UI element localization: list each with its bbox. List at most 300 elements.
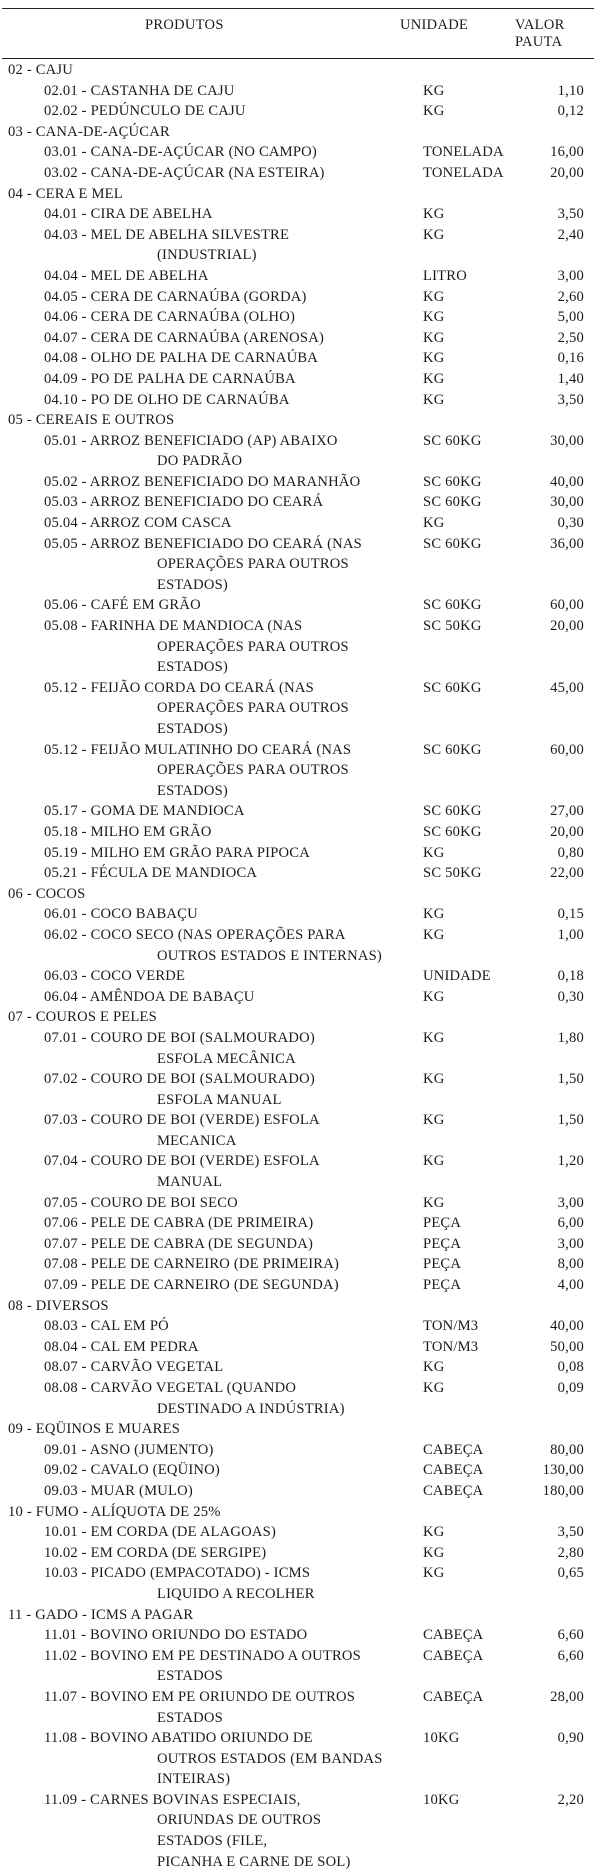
unit-cell: CABEÇA bbox=[423, 1647, 484, 1664]
value-cell: 22,00 bbox=[550, 865, 584, 882]
product-code-and-name: 11.09 - CARNES BOVINAS ESPECIAIS, bbox=[44, 1791, 301, 1808]
value-cell: 0,90 bbox=[557, 1730, 584, 1747]
value-cell: 16,00 bbox=[550, 144, 584, 161]
product-code-and-name: 07.05 - COURO DE BOI SECO bbox=[44, 1194, 238, 1211]
product-description bbox=[0, 1460, 385, 1481]
unit-cell: PEÇA bbox=[423, 1235, 462, 1252]
product-code-and-name: 07.02 - COURO DE BOI (SALMOURADO) bbox=[44, 1071, 315, 1088]
top-rule bbox=[2, 8, 594, 9]
product-code-and-name: 08.03 - CAL EM PÓ bbox=[44, 1318, 169, 1335]
header-valor: VALOR bbox=[515, 17, 565, 33]
product-code-and-name: 07.01 - COURO DE BOI (SALMOURADO) bbox=[44, 1029, 315, 1046]
product-description bbox=[0, 1069, 385, 1110]
unit-cell: KG bbox=[423, 329, 445, 346]
table-row bbox=[0, 328, 600, 349]
category-row: 10 - FUMO - ALÍQUOTA DE 25% bbox=[8, 1503, 221, 1520]
table-row bbox=[0, 1481, 600, 1502]
product-code-and-name: 06.03 - COCO VERDE bbox=[44, 968, 186, 985]
value-cell: 3,00 bbox=[557, 267, 584, 284]
unit-cell: SC 60KG bbox=[423, 741, 482, 758]
product-code-and-name: 05.19 - MILHO EM GRÃO PARA PIPOCA bbox=[44, 844, 310, 861]
table-row bbox=[0, 595, 600, 616]
unit-cell: SC 60KG bbox=[423, 432, 482, 449]
product-description bbox=[0, 492, 385, 513]
value-cell: 1,80 bbox=[557, 1029, 584, 1046]
category-row: 08 - DIVERSOS bbox=[8, 1297, 109, 1314]
category-row: 07 - COUROS E PELES bbox=[8, 1009, 157, 1026]
table-row bbox=[0, 1028, 600, 1069]
product-description bbox=[0, 513, 385, 534]
product-name-continuation: OUTROS ESTADOS (EM BANDAS bbox=[157, 1750, 383, 1767]
product-description bbox=[0, 1687, 385, 1728]
table-row bbox=[0, 1234, 600, 1255]
value-cell: 8,00 bbox=[557, 1256, 584, 1273]
category-row: 03 - CANA-DE-AÇÚCAR bbox=[8, 123, 170, 140]
product-code-and-name: 04.10 - PO DE OLHO DE CARNAÚBA bbox=[44, 391, 290, 408]
product-name-continuation: OPERAÇÕES PARA OUTROS ESTADOS) bbox=[157, 638, 349, 676]
table-row bbox=[0, 1193, 600, 1214]
product-name-continuation: OPERAÇÕES PARA OUTROS ESTADOS) bbox=[157, 762, 349, 799]
product-name-continuation: MANUAL bbox=[157, 1174, 223, 1191]
product-description bbox=[0, 1337, 385, 1358]
unit-cell: 10KG bbox=[423, 1791, 460, 1808]
value-cell: 0,18 bbox=[557, 968, 584, 985]
product-name-continuation: DO PADRÃO bbox=[157, 453, 243, 470]
product-code-and-name: 04.09 - PO DE PALHA DE CARNAÚBA bbox=[44, 370, 296, 387]
product-description bbox=[0, 1646, 385, 1687]
product-code-and-name: 08.07 - CARVÃO VEGETAL bbox=[44, 1359, 224, 1376]
product-code-and-name: 07.09 - PELE DE CARNEIRO (DE SEGUNDA) bbox=[44, 1277, 339, 1294]
unit-cell: KG bbox=[423, 288, 445, 305]
table-row bbox=[0, 1110, 600, 1151]
value-cell: 1,10 bbox=[557, 82, 584, 99]
table-row bbox=[0, 101, 600, 122]
table-row bbox=[0, 204, 600, 225]
unit-cell: KG bbox=[423, 515, 445, 532]
table-row bbox=[0, 740, 600, 802]
product-name-continuation: ORIUNDAS DE OUTROS ESTADOS (FILE, bbox=[157, 1812, 322, 1850]
product-code-and-name: 09.01 - ASNO (JUMENTO) bbox=[44, 1441, 214, 1458]
unit-cell: KG bbox=[423, 1153, 445, 1170]
product-code-and-name: 03.01 - CANA-DE-AÇÚCAR (NO CAMPO) bbox=[44, 144, 317, 161]
product-description bbox=[0, 904, 385, 925]
unit-cell: SC 50KG bbox=[423, 618, 482, 635]
product-code-and-name: 07.07 - PELE DE CABRA (DE SEGUNDA) bbox=[44, 1235, 314, 1252]
value-cell: 3,50 bbox=[557, 1524, 584, 1541]
table-row bbox=[0, 1543, 600, 1564]
value-cell: 1,00 bbox=[557, 926, 584, 943]
product-description bbox=[0, 1563, 385, 1604]
table-row bbox=[0, 513, 600, 534]
table-row bbox=[0, 472, 600, 493]
unit-cell: CABEÇA bbox=[423, 1441, 484, 1458]
unit-cell: SC 60KG bbox=[423, 679, 482, 696]
product-description bbox=[0, 1543, 385, 1564]
product-description bbox=[0, 1357, 385, 1378]
product-name-continuation: OPERAÇÕES PARA OUTROS ESTADOS) bbox=[157, 700, 349, 737]
product-description bbox=[0, 925, 385, 966]
value-cell: 0,80 bbox=[557, 844, 584, 861]
product-code-and-name: 04.08 - OLHO DE PALHA DE CARNAÚBA bbox=[44, 350, 319, 367]
product-code-and-name: 07.08 - PELE DE CARNEIRO (DE PRIMEIRA) bbox=[44, 1256, 339, 1273]
value-cell: 0,08 bbox=[557, 1359, 584, 1376]
product-code-and-name: 05.17 - GOMA DE MANDIOCA bbox=[44, 803, 245, 820]
table-header bbox=[0, 17, 600, 57]
table-row bbox=[0, 1378, 600, 1419]
table-row bbox=[0, 431, 600, 472]
unit-cell: KG bbox=[423, 1565, 445, 1582]
product-name-continuation: ESFOLA MANUAL bbox=[157, 1091, 282, 1108]
product-code-and-name: 02.01 - CASTANHA DE CAJU bbox=[44, 82, 235, 99]
table-row bbox=[0, 966, 600, 987]
value-cell: 0,09 bbox=[557, 1380, 584, 1396]
product-code-and-name: 07.06 - PELE DE CABRA (DE PRIMEIRA) bbox=[44, 1215, 314, 1232]
unit-cell: TONELADA bbox=[423, 144, 504, 161]
product-description bbox=[0, 1234, 385, 1255]
unit-cell: KG bbox=[423, 1544, 445, 1561]
product-code-and-name: 05.04 - ARROZ COM CASCA bbox=[44, 515, 232, 532]
value-cell: 20,00 bbox=[550, 618, 584, 635]
value-cell: 6,60 bbox=[557, 1647, 584, 1664]
product-code-and-name: 11.08 - BOVINO ABATIDO ORIUNDO DE bbox=[44, 1730, 313, 1747]
product-code-and-name: 05.02 - ARROZ BENEFICIADO DO MARANHÃO bbox=[44, 473, 361, 490]
unit-cell: CABEÇA bbox=[423, 1627, 484, 1644]
value-cell: 20,00 bbox=[550, 164, 584, 181]
table-row bbox=[0, 1625, 600, 1646]
product-code-and-name: 04.07 - CERA DE CARNAÚBA (ARENOSA) bbox=[44, 329, 325, 346]
value-cell: 36,00 bbox=[550, 535, 584, 552]
product-code-and-name: 10.02 - EM CORDA (DE SERGIPE) bbox=[44, 1544, 267, 1561]
value-cell: 27,00 bbox=[550, 803, 584, 820]
product-code-and-name: 06.01 - COCO BABAÇU bbox=[44, 906, 198, 923]
value-cell: 28,00 bbox=[550, 1688, 584, 1705]
value-cell: 60,00 bbox=[550, 741, 584, 758]
value-cell: 0,65 bbox=[557, 1565, 584, 1582]
table-row bbox=[0, 616, 600, 678]
value-cell: 3,50 bbox=[557, 391, 584, 408]
product-code-and-name: 04.01 - CIRA DE ABELHA bbox=[44, 206, 213, 223]
product-description bbox=[0, 616, 385, 678]
header-produtos: PRODUTOS bbox=[145, 17, 224, 33]
product-description bbox=[0, 1790, 385, 1872]
product-code-and-name: 04.06 - CERA DE CARNAÚBA (OLHO) bbox=[44, 309, 296, 326]
table-row bbox=[0, 369, 600, 390]
table-row bbox=[0, 307, 600, 328]
product-name-continuation: OUTROS ESTADOS E INTERNAS) bbox=[157, 947, 382, 964]
table-row bbox=[0, 1275, 600, 1296]
value-cell: 40,00 bbox=[550, 473, 584, 490]
value-cell: 6,00 bbox=[557, 1215, 584, 1232]
unit-cell: KG bbox=[423, 370, 445, 387]
product-description bbox=[0, 266, 385, 287]
unit-cell: KG bbox=[423, 391, 445, 408]
unit-cell: KG bbox=[423, 1359, 445, 1376]
product-description bbox=[0, 1213, 385, 1234]
product-description bbox=[0, 678, 385, 740]
header-valor-pauta bbox=[515, 17, 575, 51]
product-description bbox=[0, 328, 385, 349]
table-row bbox=[0, 142, 600, 163]
unit-cell: KG bbox=[423, 1029, 445, 1046]
product-code-and-name: 05.18 - MILHO EM GRÃO bbox=[44, 823, 212, 840]
product-code-and-name: 10.03 - PICADO (EMPACOTADO) - ICMS bbox=[44, 1565, 311, 1582]
table-row bbox=[0, 1254, 600, 1275]
product-description bbox=[0, 534, 385, 596]
product-code-and-name: 05.06 - CAFÉ EM GRÃO bbox=[44, 597, 201, 614]
value-cell: 1,40 bbox=[557, 370, 584, 387]
unit-cell: SC 50KG bbox=[423, 865, 482, 882]
table-row bbox=[0, 1563, 600, 1604]
table-row bbox=[0, 822, 600, 843]
product-description bbox=[0, 1254, 385, 1275]
unit-cell: SC 60KG bbox=[423, 494, 482, 511]
value-cell: 3,50 bbox=[557, 206, 584, 223]
unit-cell: TON/M3 bbox=[423, 1338, 479, 1355]
product-description bbox=[0, 1728, 385, 1790]
table-row bbox=[0, 1790, 600, 1872]
table-row bbox=[0, 1440, 600, 1461]
product-code-and-name: 04.05 - CERA DE CARNAÚBA (GORDA) bbox=[44, 288, 307, 305]
product-code-and-name: 11.01 - BOVINO ORIUNDO DO ESTADO bbox=[44, 1627, 308, 1644]
product-description bbox=[0, 1522, 385, 1543]
product-description bbox=[0, 225, 385, 266]
value-cell: 3,00 bbox=[557, 1235, 584, 1252]
value-cell: 30,00 bbox=[550, 494, 584, 511]
table-row bbox=[0, 1069, 600, 1110]
product-name-continuation: ESFOLA MECÂNICA bbox=[157, 1050, 296, 1067]
unit-cell: CABEÇA bbox=[423, 1482, 484, 1499]
product-description bbox=[0, 1481, 385, 1502]
unit-cell: SC 60KG bbox=[423, 823, 482, 840]
product-description bbox=[0, 1316, 385, 1337]
unit-cell: KG bbox=[423, 906, 445, 923]
product-description bbox=[0, 101, 385, 122]
table-row bbox=[0, 1460, 600, 1481]
table-row bbox=[0, 266, 600, 287]
unit-cell: KG bbox=[423, 1112, 445, 1129]
unit-cell: KG bbox=[423, 1524, 445, 1541]
unit-cell: SC 60KG bbox=[423, 473, 482, 490]
header-rule bbox=[2, 58, 594, 59]
unit-cell: KG bbox=[423, 103, 445, 120]
table-row bbox=[0, 348, 600, 369]
table-row bbox=[0, 678, 600, 740]
value-cell: 6,60 bbox=[557, 1627, 584, 1644]
product-code-and-name: 09.02 - CAVALO (EQÜINO) bbox=[44, 1462, 220, 1479]
category-row: 02 - CAJU bbox=[8, 62, 74, 78]
value-cell: 130,00 bbox=[542, 1462, 584, 1479]
value-cell: 2,50 bbox=[557, 329, 584, 346]
table-row bbox=[0, 492, 600, 513]
table-row bbox=[0, 1357, 600, 1378]
unit-cell: KG bbox=[423, 82, 445, 99]
product-code-and-name: 05.21 - FÉCULA DE MANDIOCA bbox=[44, 865, 258, 882]
product-name-continuation: ESTADOS bbox=[157, 1668, 223, 1685]
product-description bbox=[0, 287, 385, 308]
product-code-and-name: 07.04 - COURO DE BOI (VERDE) ESFOLA bbox=[44, 1153, 320, 1170]
product-description bbox=[0, 822, 385, 843]
unit-cell: KG bbox=[423, 926, 445, 943]
product-name-continuation: MECANICA bbox=[157, 1132, 237, 1149]
table-row bbox=[0, 843, 600, 864]
table-row bbox=[0, 1337, 600, 1358]
value-cell: 60,00 bbox=[550, 597, 584, 614]
product-description bbox=[0, 204, 385, 225]
product-description bbox=[0, 307, 385, 328]
product-description bbox=[0, 1440, 385, 1461]
product-description bbox=[0, 863, 385, 884]
value-cell: 2,40 bbox=[557, 226, 584, 243]
unit-cell: KG bbox=[423, 226, 445, 243]
product-description bbox=[0, 1378, 385, 1419]
value-cell: 80,00 bbox=[550, 1441, 584, 1458]
header-unidade: UNIDADE bbox=[400, 17, 469, 33]
product-name-continuation: INTEIRAS) bbox=[157, 1771, 231, 1788]
unit-cell: TONELADA bbox=[423, 164, 504, 181]
product-description bbox=[0, 1151, 385, 1192]
product-name-continuation: (INDUSTRIAL) bbox=[157, 247, 257, 264]
table-row bbox=[0, 390, 600, 411]
unit-cell: SC 60KG bbox=[423, 597, 482, 614]
product-code-and-name: 11.02 - BOVINO EM PE DESTINADO A OUTROS bbox=[44, 1647, 361, 1664]
unit-cell: SC 60KG bbox=[423, 535, 482, 552]
unit-cell: PEÇA bbox=[423, 1215, 462, 1232]
product-code-and-name: 10.01 - EM CORDA (DE ALAGOAS) bbox=[44, 1524, 277, 1541]
product-code-and-name: 11.07 - BOVINO EM PE ORIUNDO DE OUTROS bbox=[44, 1688, 356, 1705]
value-cell: 0,12 bbox=[557, 103, 584, 120]
unit-cell: KG bbox=[423, 1071, 445, 1088]
unit-cell: KG bbox=[423, 1380, 445, 1396]
product-code-and-name: 09.03 - MUAR (MULO) bbox=[44, 1482, 193, 1499]
value-cell: 45,00 bbox=[550, 679, 584, 696]
unit-cell: KG bbox=[423, 844, 445, 861]
product-name-continuation: PICANHA E CARNE DE SOL) bbox=[157, 1853, 351, 1870]
product-description bbox=[0, 81, 385, 102]
product-code-and-name: 05.03 - ARROZ BENEFICIADO DO CEARÁ bbox=[44, 494, 324, 511]
value-cell: 30,00 bbox=[550, 432, 584, 449]
unit-cell: TON/M3 bbox=[423, 1318, 479, 1335]
value-cell: 1,20 bbox=[557, 1153, 584, 1170]
value-cell: 3,00 bbox=[557, 1194, 584, 1211]
value-cell: 0,30 bbox=[557, 988, 584, 1005]
product-code-and-name: 04.04 - MEL DE ABELHA bbox=[44, 267, 209, 284]
value-cell: 180,00 bbox=[542, 1482, 584, 1499]
product-description bbox=[0, 142, 385, 163]
unit-cell: PEÇA bbox=[423, 1256, 462, 1273]
unit-cell: CABEÇA bbox=[423, 1462, 484, 1479]
category-row: 09 - EQÜINOS E MUARES bbox=[8, 1421, 181, 1438]
unit-cell: PEÇA bbox=[423, 1277, 462, 1294]
product-description bbox=[0, 431, 385, 472]
product-description bbox=[0, 843, 385, 864]
product-description bbox=[0, 1193, 385, 1214]
unit-cell: KG bbox=[423, 206, 445, 223]
table-row bbox=[0, 1646, 600, 1687]
product-description bbox=[0, 801, 385, 822]
table-row bbox=[0, 1522, 600, 1543]
value-cell: 0,30 bbox=[557, 515, 584, 532]
product-description bbox=[0, 348, 385, 369]
unit-cell: KG bbox=[423, 309, 445, 326]
table-row bbox=[0, 1316, 600, 1337]
product-code-and-name: 03.02 - CANA-DE-AÇÚCAR (NA ESTEIRA) bbox=[44, 164, 325, 181]
table-row bbox=[0, 287, 600, 308]
product-name-continuation: OPERAÇÕES PARA OUTROS ESTADOS) bbox=[157, 556, 349, 593]
header-pauta: PAUTA bbox=[515, 34, 563, 50]
product-description bbox=[0, 163, 385, 184]
product-description bbox=[0, 595, 385, 616]
value-cell: 50,00 bbox=[550, 1338, 584, 1355]
value-cell: 0,16 bbox=[557, 350, 584, 367]
product-code-and-name: 08.04 - CAL EM PEDRA bbox=[44, 1338, 199, 1355]
product-name-continuation: DESTINADO A INDÚSTRIA) bbox=[157, 1400, 345, 1417]
table-row bbox=[0, 987, 600, 1008]
product-description bbox=[0, 987, 385, 1008]
unit-cell: UNIDADE bbox=[423, 968, 491, 985]
table-row bbox=[0, 1728, 600, 1790]
value-cell: 5,00 bbox=[557, 309, 584, 326]
table-row bbox=[0, 863, 600, 884]
unit-cell: CABEÇA bbox=[423, 1688, 484, 1705]
unit-cell: KG bbox=[423, 1194, 445, 1211]
table-row bbox=[0, 925, 600, 966]
product-code-and-name: 06.02 - COCO SECO (NAS OPERAÇÕES PARA bbox=[44, 926, 346, 943]
product-code-and-name: 07.03 - COURO DE BOI (VERDE) ESFOLA bbox=[44, 1112, 320, 1129]
product-description bbox=[0, 966, 385, 987]
product-code-and-name: 06.04 - AMÊNDOA DE BABAÇU bbox=[44, 988, 255, 1005]
value-cell: 0,15 bbox=[557, 906, 584, 923]
unit-cell: LITRO bbox=[423, 267, 467, 284]
table-row bbox=[0, 81, 600, 102]
unit-cell: KG bbox=[423, 988, 445, 1005]
value-cell: 2,60 bbox=[557, 288, 584, 305]
product-description bbox=[0, 369, 385, 390]
product-description bbox=[0, 1625, 385, 1646]
table-body bbox=[0, 60, 600, 1872]
unit-cell: KG bbox=[423, 350, 445, 367]
product-name-continuation: ESTADOS bbox=[157, 1709, 223, 1726]
product-name-continuation: LIQUIDO A RECOLHER bbox=[157, 1585, 315, 1602]
product-code-and-name: 02.02 - PEDÚNCULO DE CAJU bbox=[44, 103, 246, 120]
table-row bbox=[0, 1687, 600, 1728]
product-code-and-name: 08.08 - CARVÃO VEGETAL (QUANDO bbox=[44, 1380, 297, 1396]
value-cell: 1,50 bbox=[557, 1112, 584, 1129]
product-description bbox=[0, 472, 385, 493]
table-row bbox=[0, 163, 600, 184]
product-description bbox=[0, 390, 385, 411]
product-code-and-name: 05.08 - FARINHA DE MANDIOCA (NAS bbox=[44, 618, 303, 635]
product-description bbox=[0, 1275, 385, 1296]
product-description bbox=[0, 1110, 385, 1151]
unit-cell: 10KG bbox=[423, 1730, 460, 1747]
table-row bbox=[0, 1151, 600, 1192]
category-row: 04 - CERA E MEL bbox=[8, 185, 123, 202]
table-row bbox=[0, 534, 600, 596]
product-code-and-name: 05.01 - ARROZ BENEFICIADO (AP) ABAIXO bbox=[44, 432, 338, 449]
category-row: 11 - GADO - ICMS A PAGAR bbox=[8, 1606, 194, 1623]
category-row: 06 - COCOS bbox=[8, 885, 86, 902]
value-cell: 40,00 bbox=[550, 1318, 584, 1335]
value-cell: 1,50 bbox=[557, 1071, 584, 1088]
product-description bbox=[0, 740, 385, 802]
category-row: 05 - CEREAIS E OUTROS bbox=[8, 412, 175, 429]
table-row bbox=[0, 904, 600, 925]
value-cell: 4,00 bbox=[557, 1277, 584, 1294]
table-row bbox=[0, 225, 600, 266]
table-row bbox=[0, 1213, 600, 1234]
value-cell: 20,00 bbox=[550, 823, 584, 840]
product-description bbox=[0, 1028, 385, 1069]
